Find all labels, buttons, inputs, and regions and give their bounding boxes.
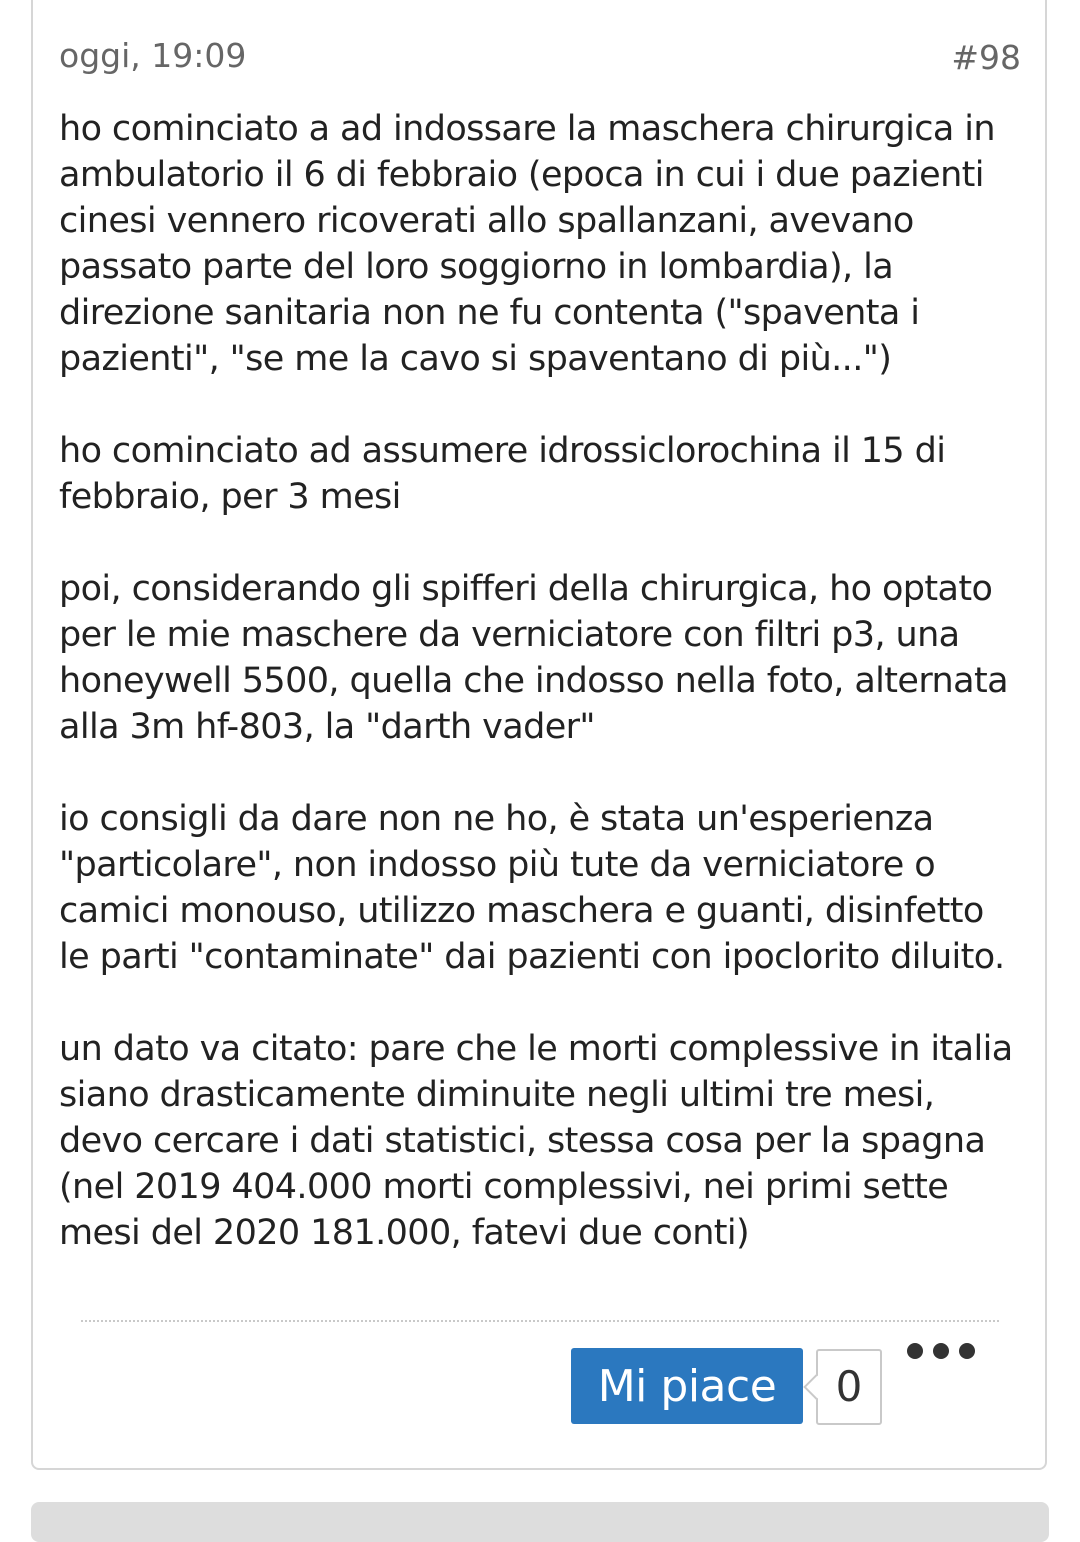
- post-date: oggi, 19:09: [59, 36, 247, 75]
- more-dots-icon[interactable]: [907, 1338, 977, 1362]
- next-post-card-edge: [31, 1502, 1049, 1542]
- post-paragraph: io consigli da dare non ne ho, è stata un'esperienza "particolare", non indosso più tute da verniciatore o camici monouso, utilizzo maschera e guanti, disinfetto le parti "contaminate" dai pazienti con ipoclorito diluito.: [59, 799, 1005, 977]
- post-divider: [81, 1320, 999, 1322]
- post-paragraph: poi, considerando gli spifferi della chirurgica, ho optato per le mie maschere da verniciatore con filtri p3, una honeywell 5500, quella che indosso nella foto, alternata alla 3m hf-803, la "darth vader": [59, 569, 1008, 747]
- post-actions: [33, 1348, 1045, 1428]
- post-header: [59, 32, 1021, 82]
- post-body: [59, 106, 1049, 1302]
- post-paragraph: ho cominciato a ad indossare la maschera chirurgica in ambulatorio il 6 di febbraio (epoca in cui i due pazienti cinesi vennero ricoverati allo spallanzani, avevano passato parte del loro soggiorno in lombardia), la direzione sanitaria non ne fu contenta ("spaventa i pazienti", "se me la cavo si spaventano di più..."): [59, 109, 995, 379]
- post-paragraph: ho cominciato ad assumere idrossiclorochina il 15 di febbraio, per 3 mesi: [59, 431, 946, 517]
- post-paragraph: un dato va citato: pare che le morti complessive in italia siano drasticamente diminuite negli ultimi tre mesi, devo cercare i dati statistici, stessa cosa per la spagna (nel 2019 404.000 morti complessivi, nei primi sette mesi del 2020 181.000, fatevi due conti): [59, 1029, 1013, 1253]
- like-count-badge: 0: [816, 1349, 882, 1425]
- post-card: [31, 0, 1047, 1470]
- like-button[interactable]: Mi piace: [571, 1348, 803, 1424]
- post-number-link[interactable]: #98: [951, 38, 1021, 77]
